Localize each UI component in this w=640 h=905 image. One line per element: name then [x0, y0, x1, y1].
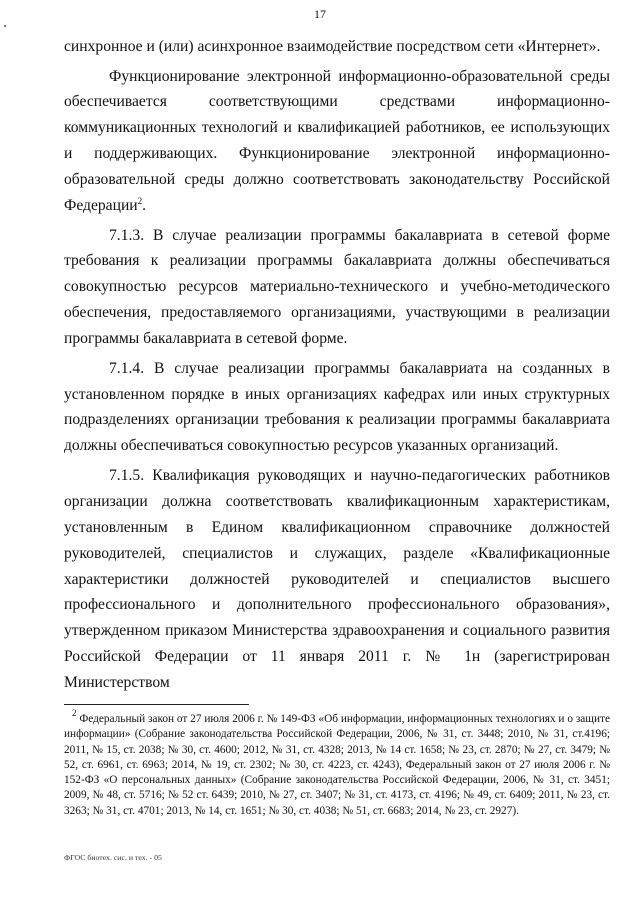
paragraph-7-1-3: [64, 223, 610, 353]
paragraph-continuation: [64, 34, 610, 60]
footnote-reference[interactable]: 2: [137, 196, 143, 207]
footnote-separator: [64, 704, 249, 705]
paragraph-7-1-5: [64, 463, 610, 696]
scan-speck: [4, 25, 6, 27]
paragraph-text: 7.1.5. Квалификация руководящих и научно-педагогических работников организации должна соответствовать квалификационным характеристикам, установленным в Едином квалификационном справочнике должностей руководителей, специалистов и служащих, разделе «Квалификационные характеристики должностей руководителей и специалистов высшего профессионального и дополнительного профессионального образования», утвержденном приказом Министерства здравоохранения и социального развития Российской Федерации от 11 января 2011 г. № 1н (зарегистрирован Министерством: [64, 466, 610, 692]
paragraph-text: Функционирование электронной информационно-образовательной среды обеспечивается соответствующими средствами информационно-коммуникационных технологий и квалификацией работников, ее использующих и поддерживающих. Функционирование электронной информационно-образовательной среды должно соответствовать законодательству Российской Федерации: [64, 67, 610, 215]
paragraph-text: синхронное и (или) асинхронное взаимодействие посредством сети «Интернет».: [64, 38, 601, 55]
page-number: 17: [314, 7, 326, 21]
paragraph-text: 7.1.3. В случае реализации программы бакалавриата в сетевой форме требования к реализации программы бакалавриата должны обеспечиваться совокупностью ресурсов материально-технического и учебно-методического обеспечения, предоставляемого организациями, участвующими в реализации программы бакалавриата в сетевой форме.: [64, 226, 610, 348]
footnote-marker: 2: [72, 708, 77, 718]
footnote: [64, 708, 610, 819]
paragraph-tail: .: [142, 197, 147, 215]
paragraph-7-1-4: [64, 356, 610, 460]
footnote-text: Федеральный закон от 27 июля 2006 г. № 149-ФЗ «Об информации, информационных технологиях и о защите информации» (Собрание законодательства Российской Федерации, 2006, № 31, ст. 3448; 2010, № 31, ст.4196; 2011, № 15, ст. 2038; № 30, ст. 4600; 2012, № 31, ст. 4328; 2013, № 14 ст. 1658; № 23, ст. 2870; № 27, ст. 3479; № 52, ст. 6961, ст. 6963; 2014, № 19, ст. 2302; № 30, ст. 4223, ст. 4243), Федеральный закон от 27 июля 2006 г. № 152-ФЗ «О персональных данных» (Собрание законодательства Российской Федерации, 2006, № 31, ст. 3451; 2009, № 48, ст. 5716; № 52 ст. 6439; 2010, № 27, ст. 3407; № 31, ст. 4173, ст. 4196; № 49, ст. 6409; 2011, № 23, ст. 3263; № 31, ст. 4701; 2013, № 14, ст. 1651; № 30, ст. 4038; № 51, ст. 6683; 2014, № 23, ст. 2927).: [64, 713, 610, 817]
paragraph-eios: [64, 64, 610, 219]
document-code-footer: ФГОС биотех. сис. и тех. - 05: [64, 853, 162, 862]
paragraph-text: 7.1.4. В случае реализации программы бакалавриата на созданных в установленном порядке в иных организациях кафедрах или иных структурных подразделениях организации требования к реализации программы бакалавриата должны обеспечиваться совокупностью ресурсов указанных организаций.: [64, 359, 610, 455]
document-body: [64, 34, 610, 700]
